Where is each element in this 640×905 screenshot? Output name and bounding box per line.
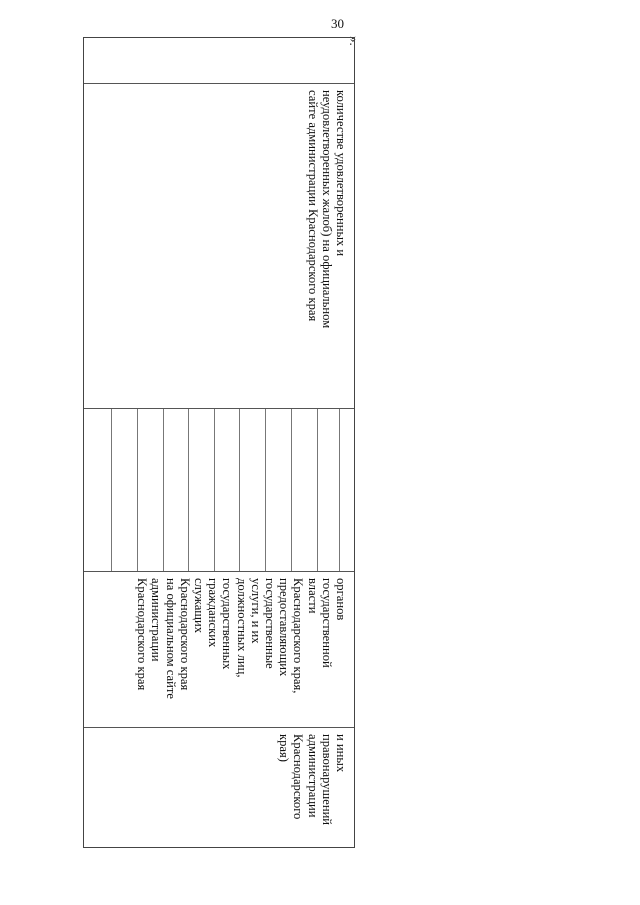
cell-text-violations: и иных правонарушений администрации Краснодарского края) bbox=[277, 734, 348, 826]
ruled-line bbox=[291, 409, 292, 571]
ruled-line bbox=[163, 409, 164, 571]
rotated-table bbox=[83, 37, 355, 848]
table-cell-organs bbox=[84, 572, 354, 728]
ruled-line bbox=[137, 409, 138, 571]
table-cell-violations bbox=[84, 728, 354, 849]
ruled-line bbox=[317, 409, 318, 571]
ruled-line bbox=[339, 409, 340, 571]
cell-text-description: количестве удовлетворенных и неудовлетворенных жалоб) на официальном сайте администрации Краснодарского края bbox=[305, 90, 348, 329]
page-number: 30 bbox=[331, 16, 344, 31]
ruled-line bbox=[265, 409, 266, 571]
table-cell-ruled bbox=[84, 409, 354, 572]
ruled-line bbox=[188, 409, 189, 571]
table-cell-empty bbox=[84, 38, 354, 84]
ruled-line bbox=[111, 409, 112, 571]
ruled-lines bbox=[84, 409, 354, 571]
ruled-line bbox=[214, 409, 215, 571]
closing-quote: ». bbox=[347, 36, 362, 46]
table-cell-description bbox=[84, 84, 354, 409]
ruled-line bbox=[239, 409, 240, 571]
cell-text-organs: органов государственной власти Краснодарского края, предоставляющих государственные услуги, и их должностных лиц, государственных гражданских служащих Краснодарского края на официальном сайте администрации Краснодарского края bbox=[135, 578, 348, 699]
